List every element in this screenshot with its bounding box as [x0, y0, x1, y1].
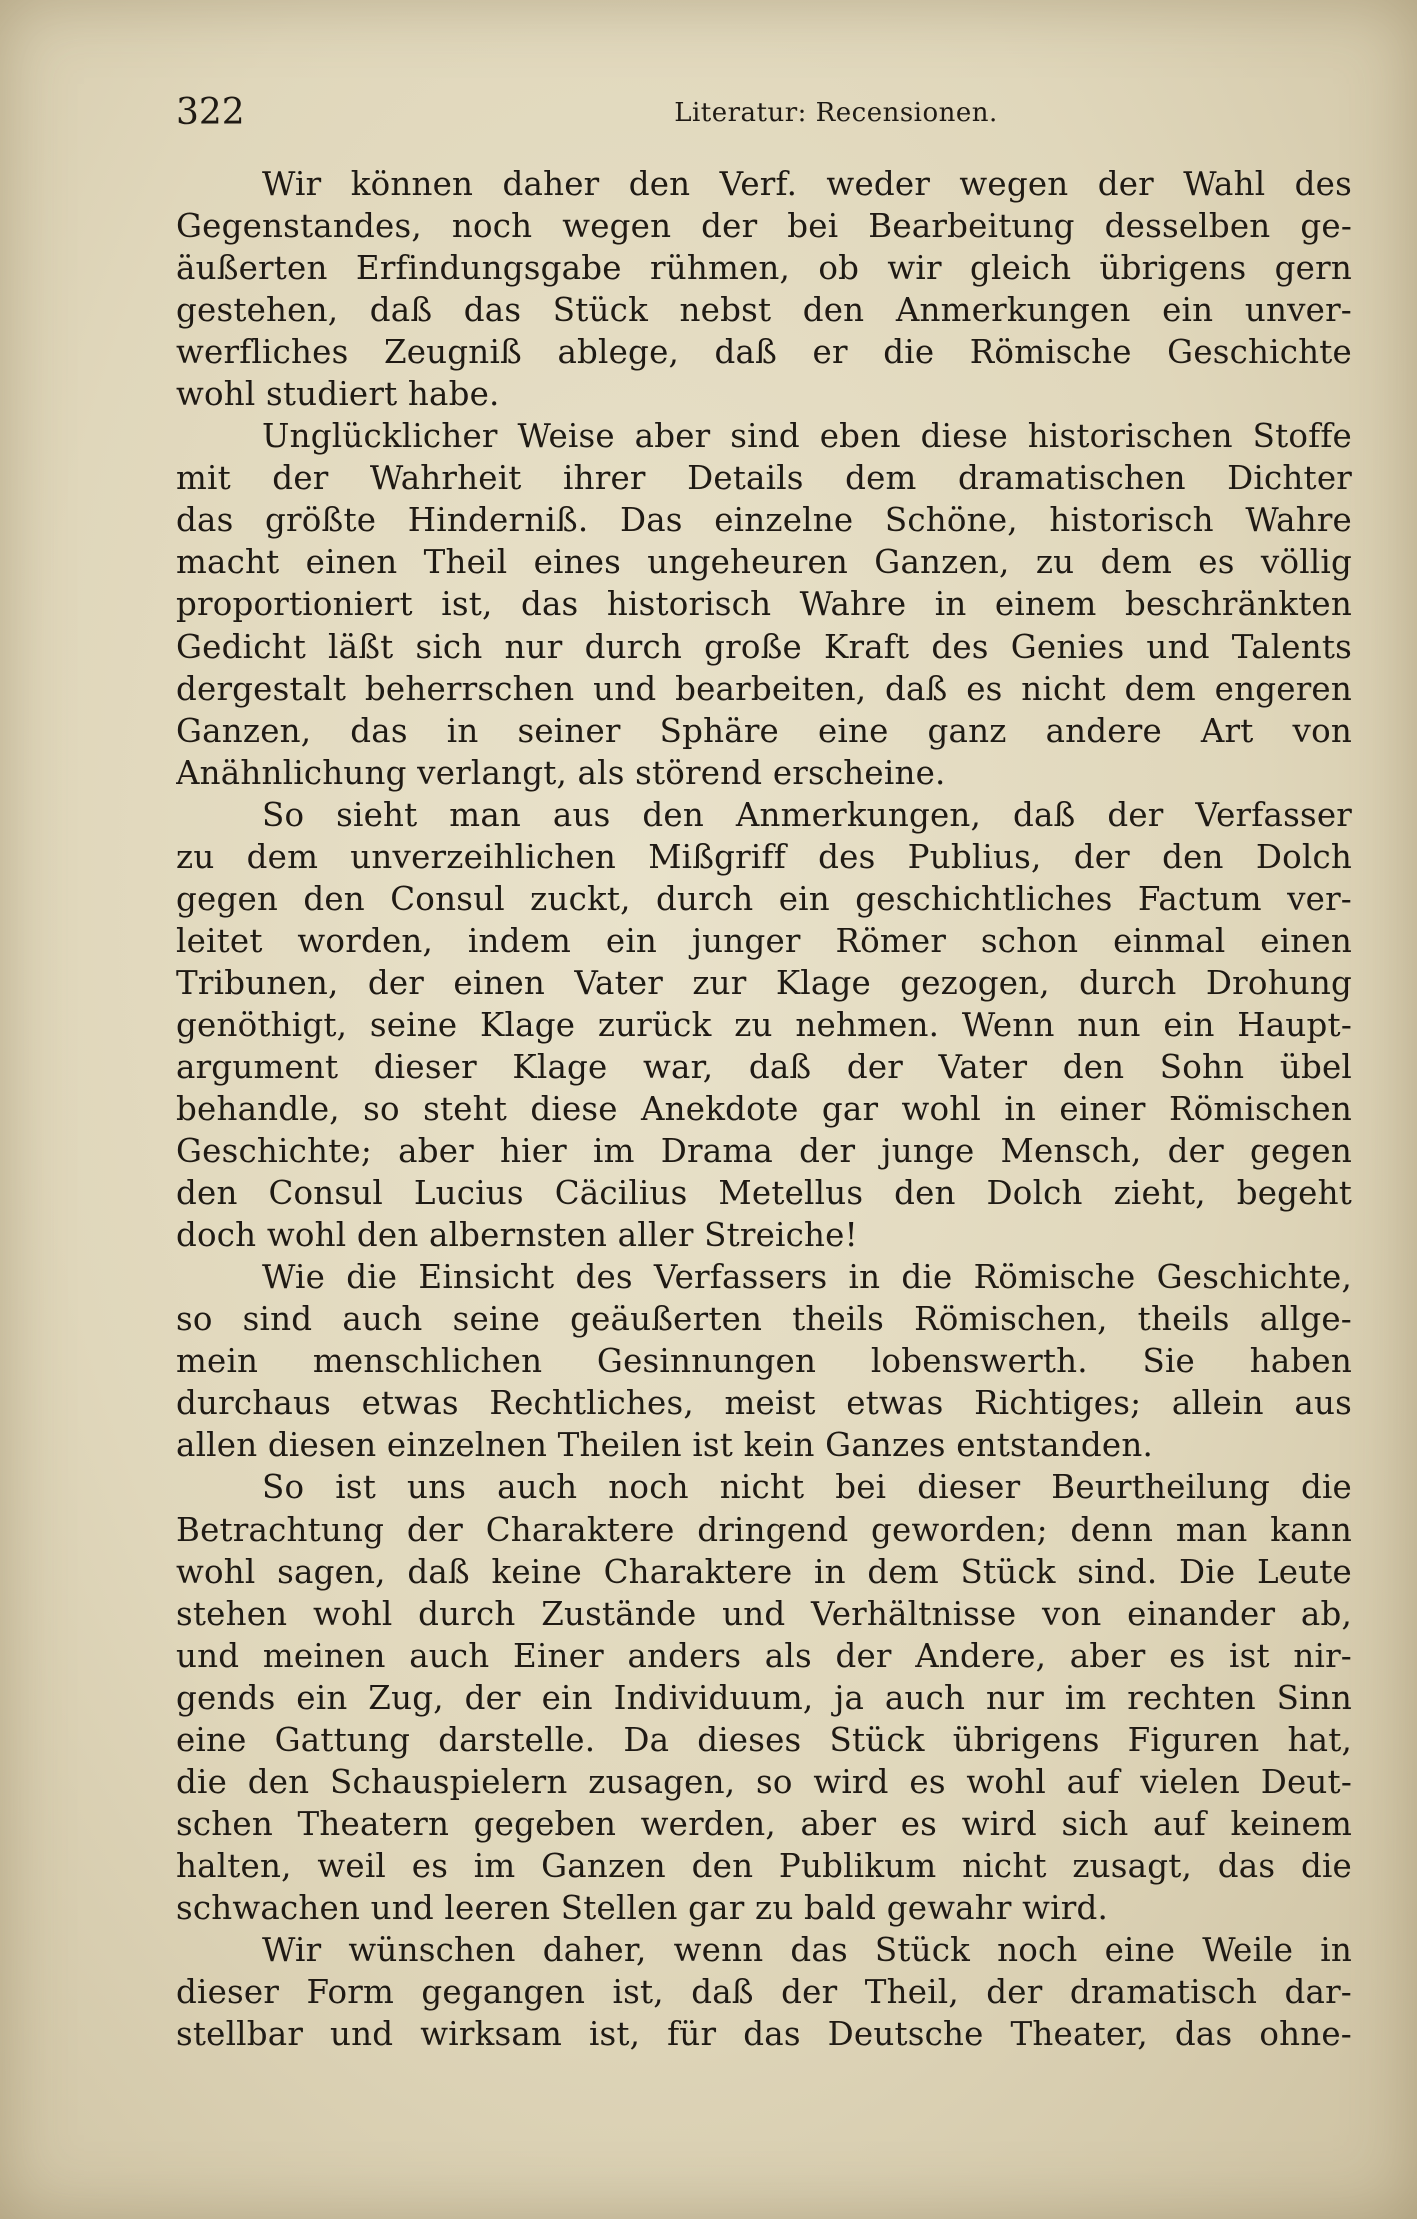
text-line: Geschichte; aber hier im Drama der junge Mensch, der gegen	[176, 1132, 1352, 1171]
text-line: mit der Wahrheit ihrer Details dem dramatischen Dichter	[176, 459, 1352, 498]
text-line: Wie die Einsicht des Verfassers in die Römische Geschichte,	[262, 1258, 1352, 1297]
page-header	[176, 88, 1346, 138]
text-line: äußerten Erfindungsgabe rühmen, ob wir gleich übrigens gern	[176, 249, 1352, 288]
text-line: So ist uns auch noch nicht bei dieser Beurtheilung die	[262, 1468, 1352, 1507]
text-line: eine Gattung darstelle. Da dieses Stück übrigens Figuren hat,	[176, 1720, 1352, 1759]
text-line: dieser Form gegangen ist, daß der Theil, der dramatisch dar-	[176, 1973, 1352, 2012]
text-line: argument dieser Klage war, daß der Vater den Sohn übel	[176, 1047, 1352, 1086]
text-line: werfliches Zeugniß ablege, daß er die Römische Geschichte	[176, 333, 1352, 372]
text-line: dergestalt beherrschen und bearbeiten, daß es nicht dem engeren	[176, 669, 1352, 708]
text-line: gestehen, daß das Stück nebst den Anmerkungen ein unver-	[176, 291, 1352, 330]
text-line: schen Theatern gegeben werden, aber es wird sich auf keinem	[176, 1804, 1352, 1843]
text-line: So sieht man aus den Anmerkungen, daß der Verfasser	[262, 795, 1352, 834]
text-line: so sind auch seine geäußerten theils Römischen, theils allge-	[176, 1300, 1352, 1339]
text-line: doch wohl den albernsten aller Streiche!	[176, 1216, 858, 1255]
text-line: Ganzen, das in seiner Sphäre eine ganz andere Art von	[176, 711, 1352, 750]
text-line: allen diesen einzelnen Theilen ist kein Ganzes entstanden.	[176, 1426, 1153, 1465]
body-text	[176, 163, 1352, 2055]
text-line: und meinen auch Einer anders als der Andere, aber es ist nir-	[176, 1636, 1352, 1675]
text-line: Betrachtung der Charaktere dringend geworden; denn man kann	[176, 1510, 1352, 1549]
text-line: Tribunen, der einen Vater zur Klage gezogen, durch Drohung	[176, 963, 1352, 1002]
text-line: Wir wünschen daher, wenn das Stück noch eine Weile in	[262, 1930, 1352, 1969]
text-line: Gedicht läßt sich nur durch große Kraft des Genies und Talents	[176, 627, 1352, 666]
text-line: Anähnlichung verlangt, als störend erscheine.	[176, 753, 946, 792]
text-line: stehen wohl durch Zustände und Verhältnisse von einander ab,	[176, 1594, 1352, 1633]
text-line: das größte Hinderniß. Das einzelne Schöne, historisch Wahre	[176, 501, 1352, 540]
text-line: wohl studiert habe.	[176, 375, 500, 414]
text-line: zu dem unverzeihlichen Mißgriff des Publius, der den Dolch	[176, 837, 1352, 876]
text-line: genöthigt, seine Klage zurück zu nehmen. Wenn nun ein Haupt-	[176, 1005, 1352, 1044]
text-line: gegen den Consul zuckt, durch ein geschichtliches Factum ver-	[176, 879, 1352, 918]
text-line: macht einen Theil eines ungeheuren Ganzen, zu dem es völlig	[176, 543, 1352, 582]
text-line: leitet worden, indem ein junger Römer schon einmal einen	[176, 921, 1352, 960]
text-line: stellbar und wirksam ist, für das Deutsche Theater, das ohne-	[176, 2015, 1352, 2054]
text-line: behandle, so steht diese Anekdote gar wohl in einer Römischen	[176, 1090, 1352, 1129]
text-line: gends ein Zug, der ein Individuum, ja auch nur im rechten Sinn	[176, 1678, 1352, 1717]
text-line: proportioniert ist, das historisch Wahre in einem beschränkten	[176, 585, 1352, 624]
text-line: wohl sagen, daß keine Charaktere in dem Stück sind. Die Leute	[176, 1552, 1352, 1591]
running-head: Literatur: Recensionen.	[674, 98, 998, 128]
text-line: durchaus etwas Rechtliches, meist etwas Richtiges; allein aus	[176, 1384, 1352, 1423]
text-line: mein menschlichen Gesinnungen lobenswerth. Sie haben	[176, 1342, 1352, 1381]
text-line: die den Schauspielern zusagen, so wird es wohl auf vielen Deut-	[176, 1762, 1352, 1801]
page-number: 322	[176, 92, 245, 133]
text-line: Unglücklicher Weise aber sind eben diese historischen Stoffe	[262, 417, 1352, 456]
text-line: Wir können daher den Verf. weder wegen der Wahl des	[262, 165, 1352, 203]
text-line: schwachen und leeren Stellen gar zu bald gewahr wird.	[176, 1888, 1109, 1927]
text-line: den Consul Lucius Cäcilius Metellus den Dolch zieht, begeht	[176, 1174, 1352, 1213]
text-line: halten, weil es im Ganzen den Publikum nicht zusagt, das die	[176, 1846, 1352, 1885]
text-line: Gegenstandes, noch wegen der bei Bearbeitung desselben ge-	[176, 207, 1352, 246]
